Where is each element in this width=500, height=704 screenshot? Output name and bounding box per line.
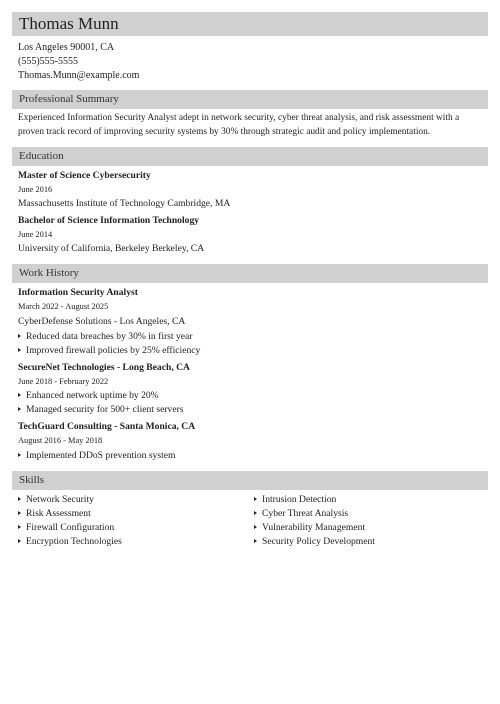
contact-phone: (555)555-5555	[18, 56, 78, 67]
job-company: CyberDefense Solutions - Los Angeles, CA	[18, 316, 186, 327]
skills-section-header	[12, 471, 488, 490]
education-degree: Bachelor of Science Information Technology	[18, 215, 200, 226]
job-date: March 2022 - August 2025	[18, 302, 109, 311]
bullet-icon	[18, 334, 21, 338]
bullet-icon	[18, 525, 21, 529]
name-header-bar	[12, 12, 488, 36]
contact-email: Thomas.Munn@example.com	[18, 70, 140, 81]
skill-item: Firewall Configuration	[18, 522, 114, 534]
summary-text: Experienced Information Security Analyst adept in network security, cyber threat analysis, and risk assessment with a proven track record of improving security systems by 30% through strategic audit and policy implementation.	[18, 113, 460, 137]
education-school: University of California, Berkeley Berkeley, CA	[18, 243, 205, 254]
bullet-icon	[18, 453, 21, 457]
bullet-icon	[18, 393, 21, 397]
job-bullet: Improved firewall policies by 25% efficiency	[18, 345, 200, 357]
skill-item: Risk Assessment	[18, 508, 91, 520]
bullet-icon	[254, 511, 257, 515]
summary-heading: Professional Summary	[19, 93, 119, 105]
summary-section-header	[12, 90, 488, 109]
bullet-icon	[18, 348, 21, 352]
candidate-name: Thomas Munn	[19, 14, 119, 33]
job-bullet: Reduced data breaches by 30% in first year	[18, 331, 193, 343]
job-title: Information Security Analyst	[18, 287, 138, 298]
job-bullet: Implemented DDoS prevention system	[18, 450, 175, 462]
job-date: August 2016 - May 2018	[18, 436, 103, 445]
skill-item: Encryption Technologies	[18, 536, 122, 548]
skill-item: Vulnerability Management	[254, 522, 365, 534]
skill-item: Network Security	[18, 494, 94, 506]
job-date: June 2018 - February 2022	[18, 377, 109, 386]
bullet-icon	[18, 539, 21, 543]
education-date: June 2016	[18, 185, 53, 194]
bullet-icon	[254, 497, 257, 501]
job-bullet: Managed security for 500+ client servers	[18, 404, 184, 416]
bullet-icon	[254, 539, 257, 543]
job-title: TechGuard Consulting - Santa Monica, CA	[18, 421, 196, 432]
job-bullet: Enhanced network uptime by 20%	[18, 390, 159, 402]
work-section-header	[12, 264, 488, 283]
bullet-icon	[254, 525, 257, 529]
contact-address: Los Angeles 90001, CA	[18, 42, 115, 53]
education-school: Massachusetts Institute of Technology Cambridge, MA	[18, 198, 231, 209]
education-heading: Education	[19, 150, 64, 162]
bullet-icon	[18, 407, 21, 411]
education-degree: Master of Science Cybersecurity	[18, 170, 151, 181]
education-date: June 2014	[18, 230, 53, 239]
bullet-icon	[18, 497, 21, 501]
work-heading: Work History	[19, 267, 79, 279]
job-title: SecureNet Technologies - Long Beach, CA	[18, 362, 190, 373]
bullet-icon	[18, 511, 21, 515]
skill-item: Cyber Threat Analysis	[254, 508, 348, 520]
skills-heading: Skills	[19, 474, 45, 486]
skill-item: Security Policy Development	[254, 536, 375, 548]
education-section-header	[12, 147, 488, 166]
skill-item: Intrusion Detection	[254, 494, 336, 506]
